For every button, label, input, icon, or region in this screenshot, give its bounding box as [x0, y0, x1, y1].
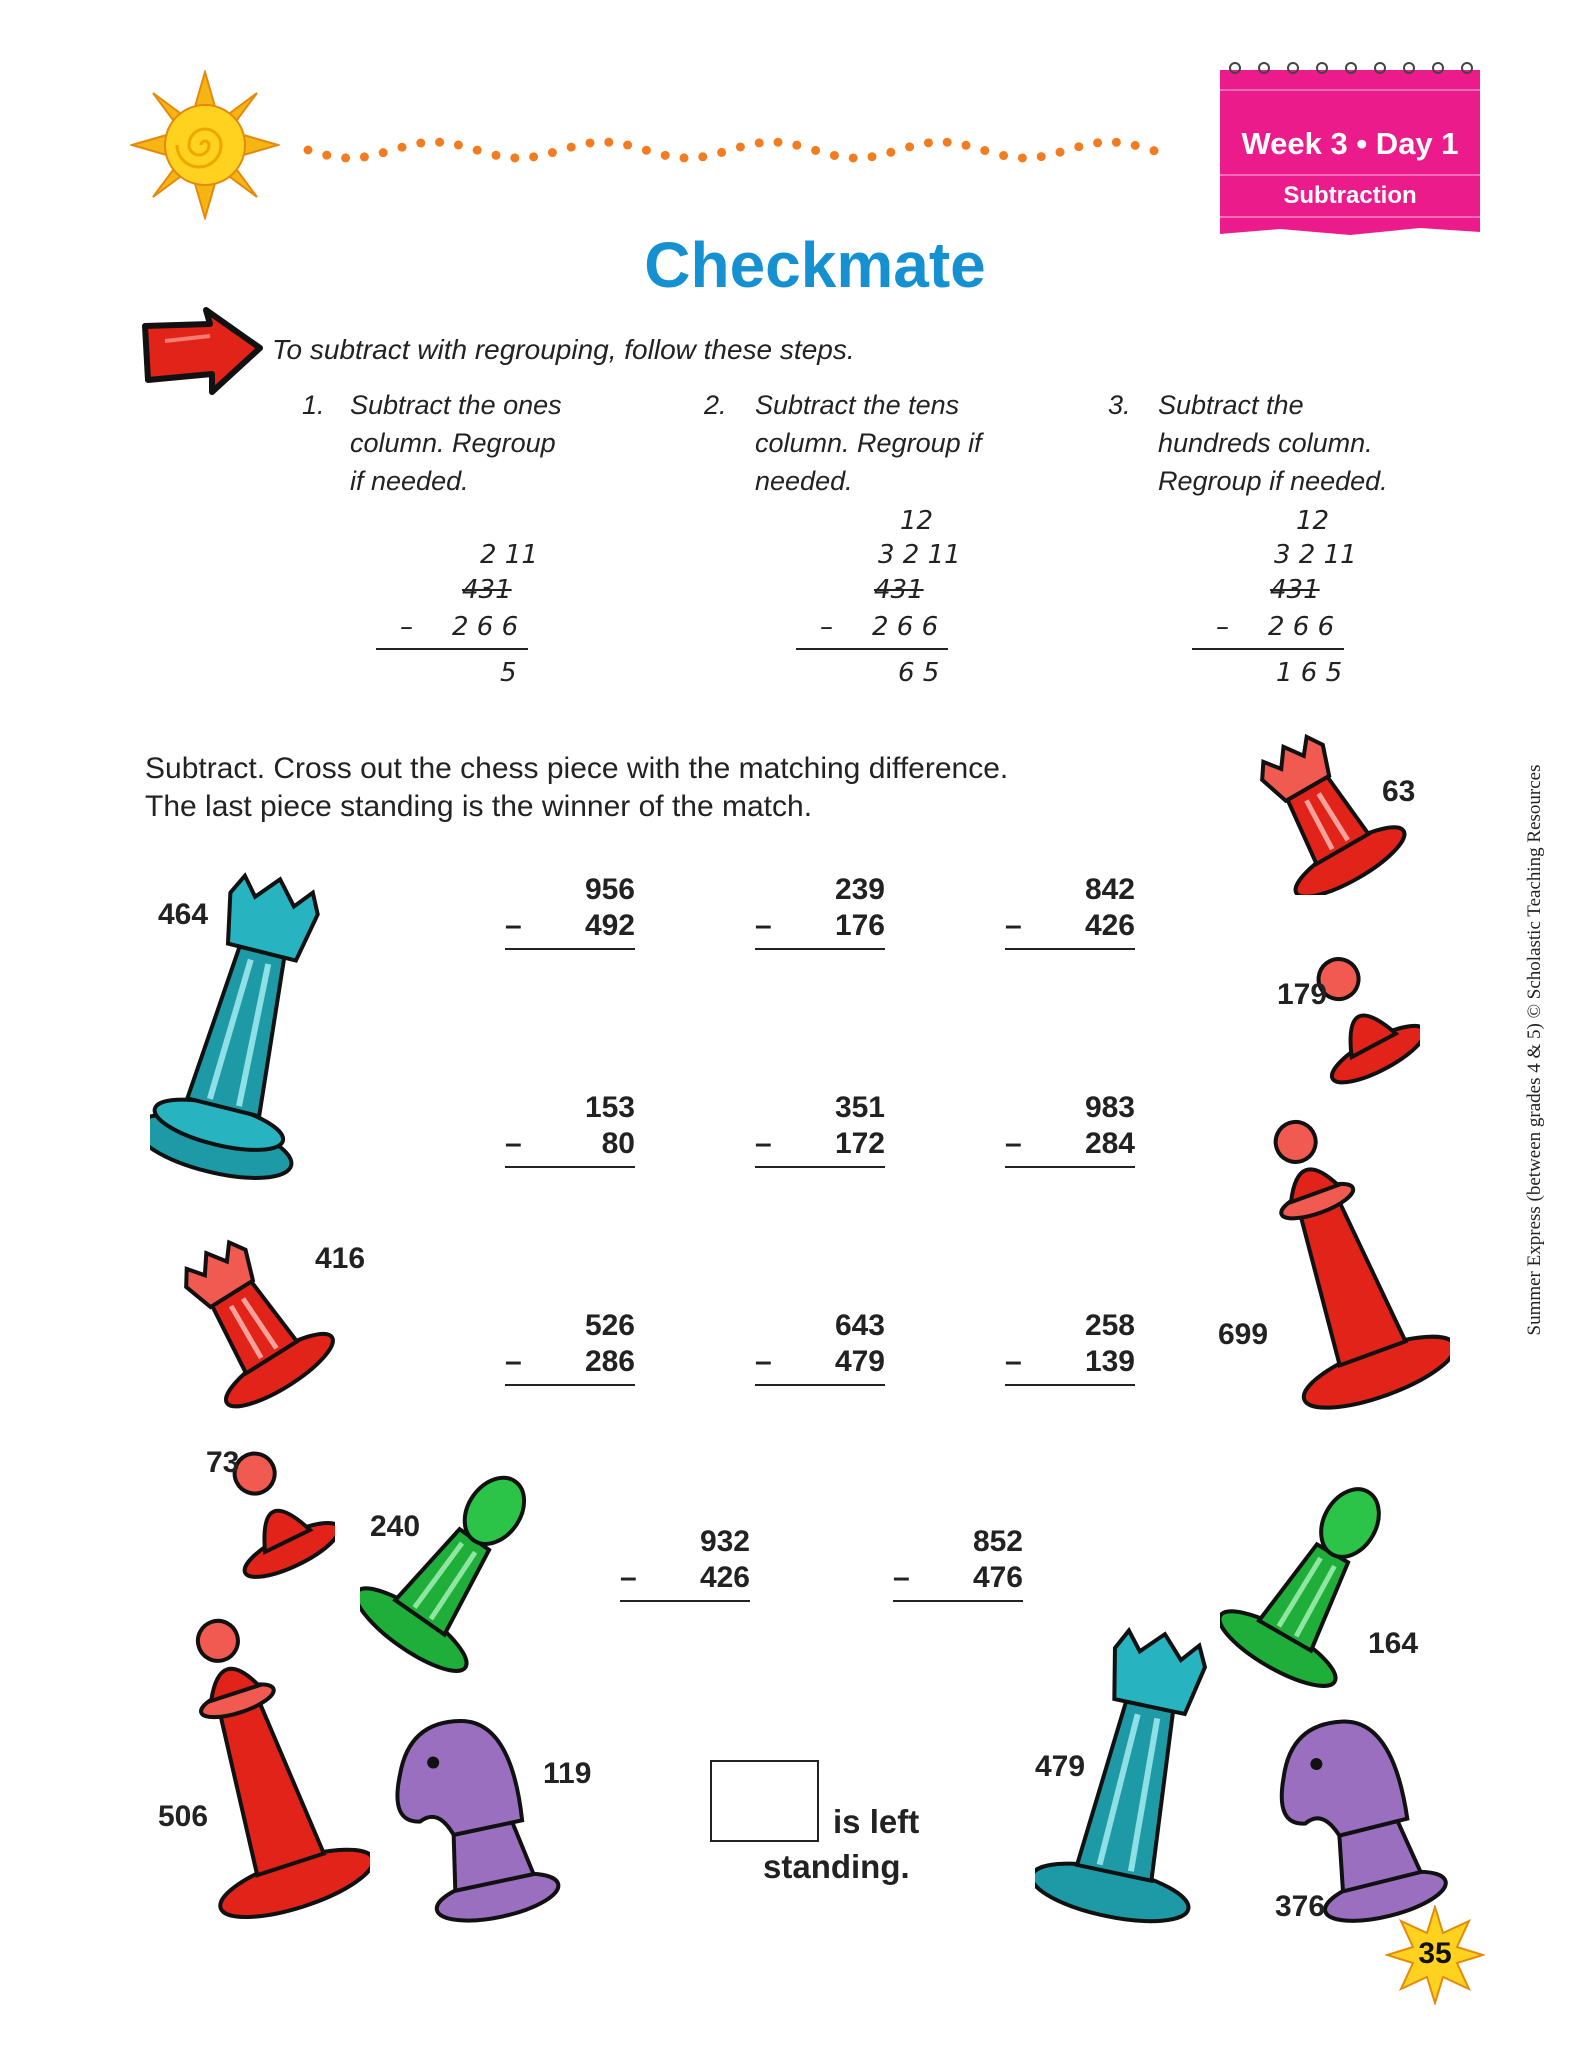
divider-dot — [548, 148, 557, 157]
example-3-minuend: 431 — [1270, 575, 1320, 605]
answer-box[interactable] — [710, 1760, 819, 1842]
red-king-icon — [140, 1590, 370, 1920]
red-king-icon — [1220, 1090, 1450, 1410]
piece-label: 179 — [1277, 978, 1328, 1011]
step-2-text: Subtract the tens column. Regroup if needed. — [755, 390, 982, 496]
divider-dot — [1131, 141, 1140, 150]
piece-label: 164 — [1368, 1627, 1419, 1660]
divider-dot — [492, 151, 501, 160]
divider-dot — [774, 138, 783, 147]
example-1-minuend: 431 — [462, 575, 512, 605]
problem-8: 643 – 479 — [755, 1308, 885, 1386]
red-rook-icon — [1225, 725, 1415, 895]
divider-dot — [304, 146, 313, 155]
divider-dot — [1150, 146, 1159, 155]
example-3-regroup: 3 2 11 — [1274, 540, 1357, 570]
divider-dot — [322, 151, 331, 160]
example-3-subtrahend: 2 6 6 — [1268, 612, 1335, 642]
green-bishop-icon — [360, 1445, 560, 1675]
purple-knight-icon — [370, 1700, 580, 1930]
step-3-number: 3. — [1108, 390, 1131, 420]
piece-label: 464 — [158, 898, 209, 931]
divider-dot — [980, 146, 989, 155]
example-1-result: 5 — [500, 658, 517, 688]
week-label: Week 3 • Day 1 — [1241, 126, 1459, 161]
divider-dot — [999, 151, 1008, 160]
page-number-badge — [1385, 1905, 1485, 2005]
problem-6: 983 – 284 — [1005, 1090, 1135, 1168]
step-3-text: Subtract the hundreds column. Regroup if needed. — [1158, 390, 1388, 496]
divider-dot — [868, 152, 877, 161]
divider-dot — [379, 148, 388, 157]
divider-dot — [736, 142, 745, 151]
divider-dot — [604, 138, 613, 147]
example-3-line — [1192, 648, 1344, 650]
divider-dot — [886, 148, 895, 157]
piece-label: 376 — [1275, 1890, 1326, 1923]
divider-dot — [1018, 153, 1027, 162]
divider-dot — [1112, 138, 1121, 147]
problem-1: 956 – 492 — [505, 872, 635, 950]
step-1-number: 1. — [302, 390, 325, 420]
topic-label: Subtraction — [1283, 182, 1417, 209]
divider-dot — [586, 138, 595, 147]
divider-dot — [849, 153, 858, 162]
piece-label: 240 — [370, 1510, 421, 1543]
divider-dot — [755, 138, 764, 147]
divider-dot — [698, 152, 707, 161]
divider-dot — [529, 152, 538, 161]
divider-dot — [905, 142, 914, 151]
problem-5: 351 – 172 — [755, 1090, 885, 1168]
divider-dot — [680, 153, 689, 162]
copyright-text: Summer Express (between grades 4 & 5) © Scholastic Teaching Resources — [1524, 764, 1545, 1336]
example-2-minuend: 431 — [874, 575, 924, 605]
divider-dot — [811, 146, 820, 155]
problem-4: 153 – 80 — [505, 1090, 635, 1168]
problem-7: 526 – 286 — [505, 1308, 635, 1386]
problem-3: 842 – 426 — [1005, 872, 1135, 950]
divider-dot — [398, 143, 407, 152]
divider-dot — [792, 141, 801, 150]
example-2-regroup: 3 2 11 — [878, 540, 961, 570]
example-2-result: 6 5 — [898, 658, 940, 688]
piece-label: 506 — [158, 1800, 209, 1833]
divider-dot — [1037, 152, 1046, 161]
divider-dot — [341, 153, 350, 162]
divider-dot — [360, 152, 369, 161]
divider-dot — [1093, 138, 1102, 147]
page-number: 35 — [1418, 1937, 1452, 1970]
divider-dot — [454, 140, 463, 149]
problem-2: 239 – 176 — [755, 872, 885, 950]
example-2-minus: – — [820, 612, 833, 642]
arrow-icon — [140, 306, 265, 396]
example-3-result: 1 6 5 — [1276, 658, 1343, 688]
divider-dot — [1056, 148, 1065, 157]
sun-icon — [130, 70, 280, 220]
problem-10: 932 – 426 — [620, 1524, 750, 1602]
divider-dot — [661, 151, 670, 160]
example-1-minus: – — [400, 612, 413, 642]
example-1-regroup: 2 11 — [480, 540, 538, 570]
divider-dot — [623, 141, 632, 150]
example-2-regroup-top: 12 — [900, 506, 934, 536]
problem-9: 258 – 139 — [1005, 1308, 1135, 1386]
divider-dot — [567, 143, 576, 152]
week-day-tag — [1220, 60, 1480, 240]
red-rook-icon — [150, 1220, 340, 1410]
example-1-subtrahend: 2 6 6 — [452, 612, 519, 642]
example-2-subtrahend: 2 6 6 — [872, 612, 939, 642]
page-title: Checkmate — [644, 229, 986, 301]
example-2-line — [796, 648, 948, 650]
divider-dot — [416, 139, 425, 148]
step-1-text: Subtract the ones column. Regroup if needed. — [350, 390, 562, 496]
step-2-number: 2. — [704, 390, 727, 420]
example-3-regroup-top: 12 — [1296, 506, 1330, 536]
example-1-line — [376, 648, 528, 650]
dotted-divider — [300, 130, 1170, 170]
piece-label: 119 — [543, 1757, 592, 1790]
divider-dot — [1074, 142, 1083, 151]
piece-label: 699 — [1218, 1318, 1269, 1351]
piece-label: 63 — [1382, 775, 1416, 808]
piece-label: 73 — [206, 1446, 240, 1479]
intro-text: To subtract with regrouping, follow these steps. — [272, 334, 855, 365]
divider-dot — [943, 138, 952, 147]
divider-dot — [642, 146, 651, 155]
answer-text-line2: standing. — [763, 1848, 910, 1885]
divider-dot — [473, 146, 482, 155]
divider-dot — [962, 141, 971, 150]
divider-dot — [435, 138, 444, 147]
divider-dot — [510, 153, 519, 162]
piece-label: 416 — [315, 1242, 366, 1275]
piece-label: 479 — [1035, 1750, 1086, 1783]
instructions: Subtract. Cross out the chess piece with the matching difference. The last piece standing is the winner of the match. — [145, 752, 1009, 823]
answer-text-line1: is left — [833, 1803, 920, 1840]
example-3-minus: – — [1216, 612, 1229, 642]
problem-11: 852 – 476 — [893, 1524, 1023, 1602]
divider-dot — [830, 151, 839, 160]
divider-dot — [924, 138, 933, 147]
divider-dot — [717, 148, 726, 157]
